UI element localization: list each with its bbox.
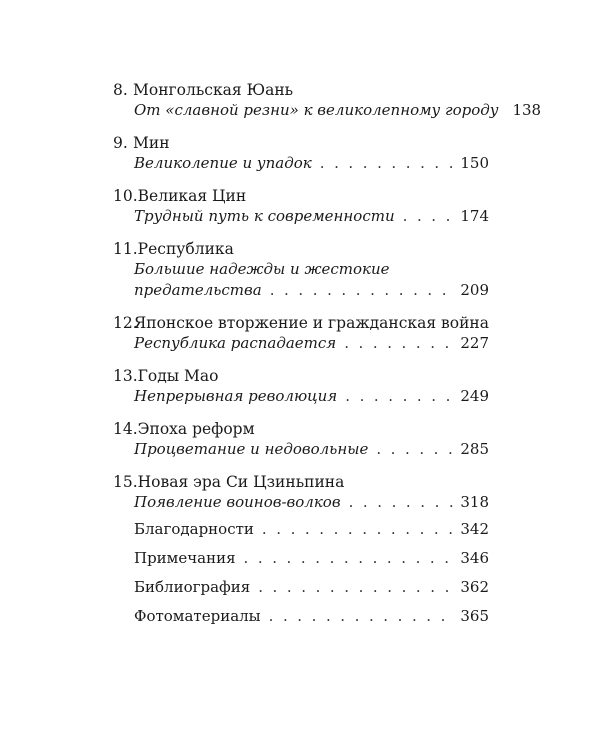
backmatter-title: Фотоматериалы — [134, 607, 261, 625]
toc-entry-12 — [113, 313, 489, 354]
backmatter-title: Библиография — [134, 578, 251, 596]
toc-backmatter-notes — [134, 548, 489, 568]
chapter-subtitle: Непрерывная революция — [134, 387, 338, 405]
chapter-subtitle-first-line: Большие надежды и жестокие — [134, 260, 390, 278]
chapter-number: 8. — [113, 81, 128, 99]
chapter-subtitle-line — [134, 280, 489, 301]
page-number: 150 — [460, 154, 489, 172]
toc-backmatter-photos — [134, 606, 489, 626]
toc-entry-14 — [113, 419, 489, 460]
dot-leader — [376, 439, 454, 460]
chapter-subtitle: Республика распадается — [134, 334, 337, 352]
toc-entry-15 — [113, 472, 489, 513]
chapter-number: 9. — [113, 134, 128, 152]
chapter-number: 10. — [113, 187, 138, 205]
dot-leader — [345, 386, 454, 407]
chapter-heading — [113, 366, 489, 386]
dot-leader — [258, 577, 454, 597]
chapter-subtitle-line — [134, 386, 489, 407]
dot-leader — [270, 280, 455, 301]
page-number: 362 — [460, 578, 489, 596]
chapter-number: 12. — [113, 314, 138, 332]
toc-entry-9 — [113, 133, 489, 174]
chapter-title: Эпоха реформ — [137, 420, 255, 438]
page-number: 342 — [460, 520, 489, 538]
dot-leader — [349, 492, 455, 513]
chapter-subtitle: предательства — [134, 281, 262, 299]
toc-backmatter-acknowledgements — [134, 519, 489, 539]
toc-entry-13 — [113, 366, 489, 407]
chapter-heading — [113, 313, 489, 333]
dot-leader — [269, 606, 455, 626]
page-number: 346 — [460, 549, 489, 567]
toc-backmatter-bibliography — [134, 577, 489, 597]
chapter-number: 11. — [113, 240, 138, 258]
dot-leader — [244, 548, 455, 568]
page-number: 285 — [460, 440, 489, 458]
backmatter-title: Благодарности — [134, 520, 254, 538]
chapter-title: Великая Цин — [137, 187, 247, 205]
chapter-title: Японское вторжение и гражданская война — [133, 314, 489, 332]
page-number: 209 — [460, 281, 489, 299]
chapter-heading — [113, 80, 489, 100]
dot-leader — [262, 519, 454, 539]
chapter-heading — [113, 472, 489, 492]
chapter-subtitle: Процветание и недовольные — [134, 440, 369, 458]
chapter-number: 14. — [113, 420, 138, 438]
chapter-subtitle-line — [134, 100, 542, 121]
dot-leader — [320, 153, 455, 174]
table-of-contents — [113, 80, 542, 635]
chapter-title: Годы Мао — [137, 367, 219, 385]
chapter-subtitle-line — [134, 439, 489, 460]
page-number: 138 — [512, 101, 542, 119]
chapter-subtitle: Появление воинов-волков — [134, 493, 341, 511]
page-number: 249 — [460, 387, 489, 405]
chapter-subtitle: Великолепие и упадок — [134, 154, 312, 172]
chapter-number: 13. — [113, 367, 138, 385]
page-number: 174 — [460, 207, 489, 225]
chapter-title: Мин — [133, 134, 170, 152]
chapter-heading — [113, 133, 489, 153]
dot-leader — [403, 206, 455, 227]
page-number: 318 — [460, 493, 489, 511]
toc-entry-10 — [113, 186, 489, 227]
chapter-title: Монгольская Юань — [133, 81, 294, 99]
chapter-subtitle-line — [134, 333, 489, 354]
chapter-subtitle: От «славной резни» к великолепному городу — [134, 101, 499, 119]
chapter-subtitle-line — [134, 492, 489, 513]
dot-leader — [344, 333, 454, 354]
chapter-number: 15. — [113, 473, 138, 491]
page-number: 227 — [460, 334, 489, 352]
chapter-subtitle: Трудный путь к современности — [134, 207, 395, 225]
backmatter-title: Примечания — [134, 549, 236, 567]
chapter-title: Республика — [137, 240, 234, 258]
chapter-title: Новая эра Си Цзиньпина — [137, 473, 345, 491]
chapter-subtitle-line — [134, 153, 489, 174]
chapter-heading — [113, 186, 489, 206]
chapter-heading — [113, 419, 489, 439]
toc-entry-8 — [113, 80, 542, 121]
chapter-heading — [113, 239, 489, 259]
toc-entry-11 — [113, 239, 489, 301]
page-number: 365 — [460, 607, 489, 625]
chapter-subtitle-line — [134, 206, 489, 227]
